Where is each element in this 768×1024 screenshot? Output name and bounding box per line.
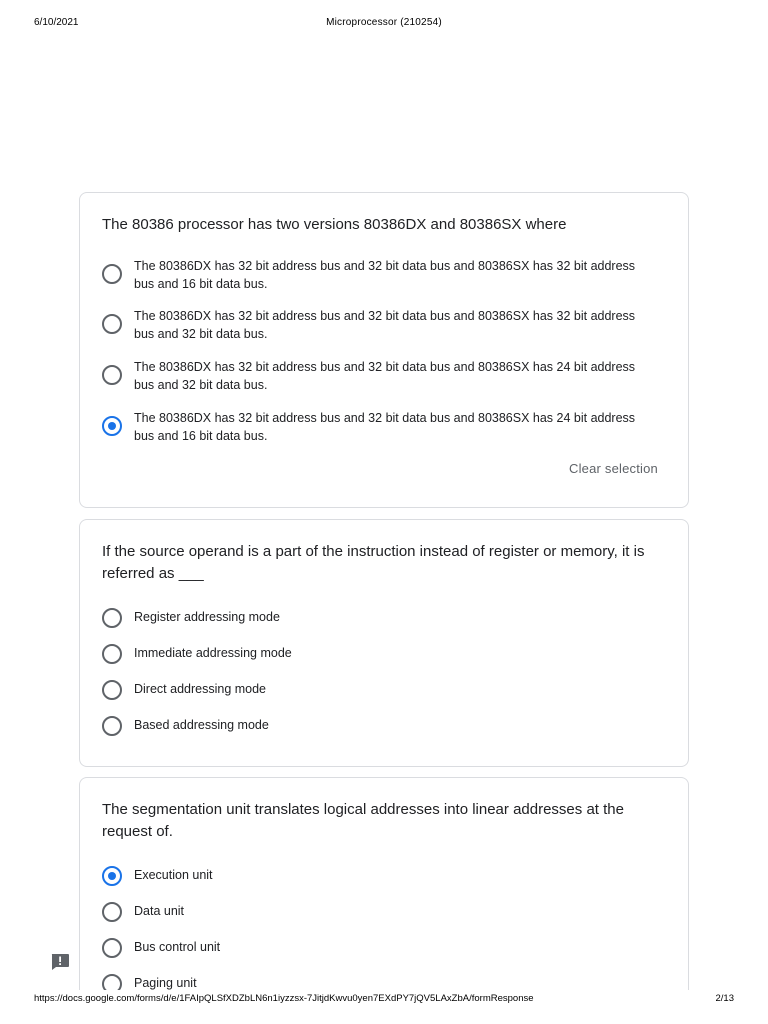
option-q2-d[interactable] [102, 716, 662, 736]
question-title: The 80386 processor has two versions 80386DX and 80386SX where [102, 216, 567, 233]
option-q2-c[interactable] [102, 680, 662, 700]
radio-unchecked-icon[interactable] [102, 902, 122, 922]
print-title: Microprocessor (210254) [326, 17, 442, 28]
option-q2-b[interactable] [102, 644, 662, 664]
option-label: The 80386DX has 32 bit address bus and 32 bit data bus and 80386SX has 24 bit address bus and 32 bit data bus. [134, 360, 636, 392]
radio-checked-icon[interactable] [102, 416, 122, 436]
radio-unchecked-icon[interactable] [102, 716, 122, 736]
option-q1-b[interactable] [102, 307, 662, 343]
option-label: Immediate addressing mode [134, 646, 292, 660]
option-q2-a[interactable] [102, 608, 662, 628]
feedback-icon[interactable] [50, 953, 70, 971]
radio-unchecked-icon[interactable] [102, 314, 122, 334]
option-label: Direct addressing mode [134, 682, 267, 696]
clear-selection-button[interactable]: Clear selection [569, 461, 658, 476]
option-q3-d[interactable] [102, 974, 662, 990]
print-page-number: 2/13 [715, 993, 734, 1004]
question-card-1 [79, 192, 689, 508]
option-label: Bus control unit [134, 940, 221, 954]
radio-unchecked-icon[interactable] [102, 644, 122, 664]
radio-unchecked-icon[interactable] [102, 680, 122, 700]
option-q1-a[interactable] [102, 257, 662, 293]
radio-checked-icon[interactable] [102, 866, 122, 886]
question-title: If the source operand is a part of the instruction instead of register or memory, it is referred as ___ [102, 543, 645, 582]
option-label: The 80386DX has 32 bit address bus and 32 bit data bus and 80386SX has 24 bit address bus and 16 bit data bus. [134, 411, 636, 443]
option-label: Based addressing mode [134, 718, 269, 732]
option-label: Register addressing mode [134, 610, 280, 624]
option-label: Data unit [134, 904, 185, 918]
option-q3-a[interactable] [102, 866, 662, 886]
print-url: https://docs.google.com/forms/d/e/1FAIpQLSfXDZbLN6n1iyzzsx-7JitjdKwvu0yen7EXdPY7jQV5LAxZbA/formResponse [34, 993, 534, 1004]
radio-unchecked-icon[interactable] [102, 938, 122, 958]
option-q3-b[interactable] [102, 902, 662, 922]
print-header [0, 17, 768, 31]
option-label: Execution unit [134, 868, 213, 882]
radio-unchecked-icon[interactable] [102, 608, 122, 628]
option-label: The 80386DX has 32 bit address bus and 32 bit data bus and 80386SX has 32 bit address bus and 16 bit data bus. [134, 259, 636, 291]
question-title: The segmentation unit translates logical addresses into linear addresses at the request of. [102, 801, 624, 840]
print-date: 6/10/2021 [34, 17, 79, 28]
option-q1-c[interactable] [102, 358, 662, 394]
option-label: Paging unit [134, 976, 197, 990]
question-card-3 [79, 777, 689, 990]
option-q3-c[interactable] [102, 938, 662, 958]
radio-unchecked-icon[interactable] [102, 264, 122, 284]
option-label: The 80386DX has 32 bit address bus and 32 bit data bus and 80386SX has 32 bit address bus and 32 bit data bus. [134, 309, 636, 341]
feedback-icon-svg [50, 953, 70, 971]
option-q1-d[interactable] [102, 409, 662, 445]
radio-unchecked-icon[interactable] [102, 974, 122, 990]
question-card-2 [79, 519, 689, 767]
radio-unchecked-icon[interactable] [102, 365, 122, 385]
print-footer [0, 993, 768, 1007]
